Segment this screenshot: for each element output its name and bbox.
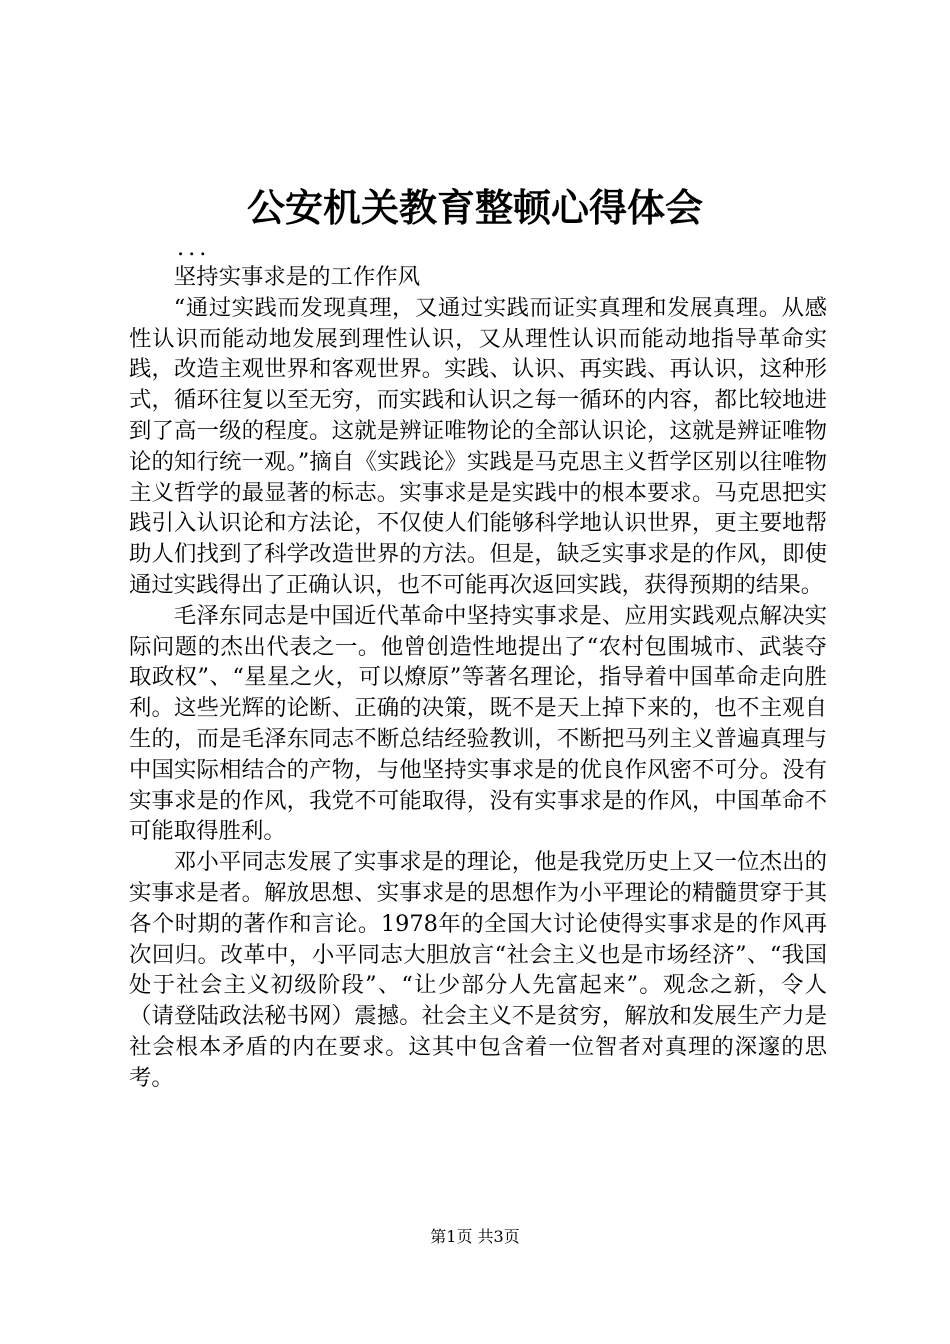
- page-footer: 第1页 共3页: [430, 1227, 520, 1246]
- paragraph-practice-theory: “通过实践而发现真理，又通过实践而证实真理和发展真理。从感性认识而能动地发展到理性认识，又从理性认识而能动地指导革命实践，改造主观世界和客观世界。实践、认识、再实践、再认识，这种形式，循环往复以至无穷，而实践和认识之每一循环的内容，都比较地进到了高一级的程度。这就是辨证唯物论的全部认识论，这就是辨证唯物论的知行统一观。”摘自《实践论》实践是马克思主义哲学区别以往唯物主义哲学的最显著的标志。实事求是是实践中的根本要求。马克思把实践引入认识论和方法论，不仅使人们能够科学地认识世界，更主要地帮助人们找到了科学改造世界的方法。但是，缺乏实事求是的作风，即使通过实践得出了正确认识，也不可能再次返回实践，获得预期的结果。: [129, 294, 827, 598]
- paragraph-deng-xiaoping: 邓小平同志发展了实事求是的理论，他是我党历史上又一位杰出的实事求是者。解放思想、实事求是的思想作为小平理论的精髓贯穿于其各个时期的著作和言论。1978年的全国大讨论使得实事求是的作风再次回归。改革中，小平同志大胆放言“社会主义也是市场经济”、“我国处于社会主义初级阶段”、“让少部分人先富起来”。观念之新，令人（请登陆政法秘书网）震撼。社会主义不是贫穷，解放和发展生产力是社会根本矛盾的内在要求。这其中包含着一位智者对真理的深邃的思考。: [129, 849, 827, 1091]
- section-subheading: 坚持实事求是的工作作风: [173, 264, 421, 290]
- paragraph-mao-zedong: 毛泽东同志是中国近代革命中坚持实事求是、应用实践观点解决实际问题的杰出代表之一。他曾创造性地提出了“农村包围城市、武装夺取政权”、“星星之火，可以燎原”等著名理论，指导着中国革命走向胜利。这些光辉的论断、正确的决策，既不是天上掉下来的，也不主观自生的，而是毛泽东同志不断总结经验教训，不断把马列主义普遍真理与中国实际相结合的产物，与他坚持实事求是的优良作风密不可分。没有实事求是的作风，我党不可能取得，没有实事求是的作风，中国革命不可能取得胜利。: [129, 602, 827, 845]
- ellipsis-marker: ...: [177, 235, 211, 261]
- document-body: [129, 235, 827, 1094]
- document-title: 公安机关教育整顿心得体会: [246, 185, 703, 230]
